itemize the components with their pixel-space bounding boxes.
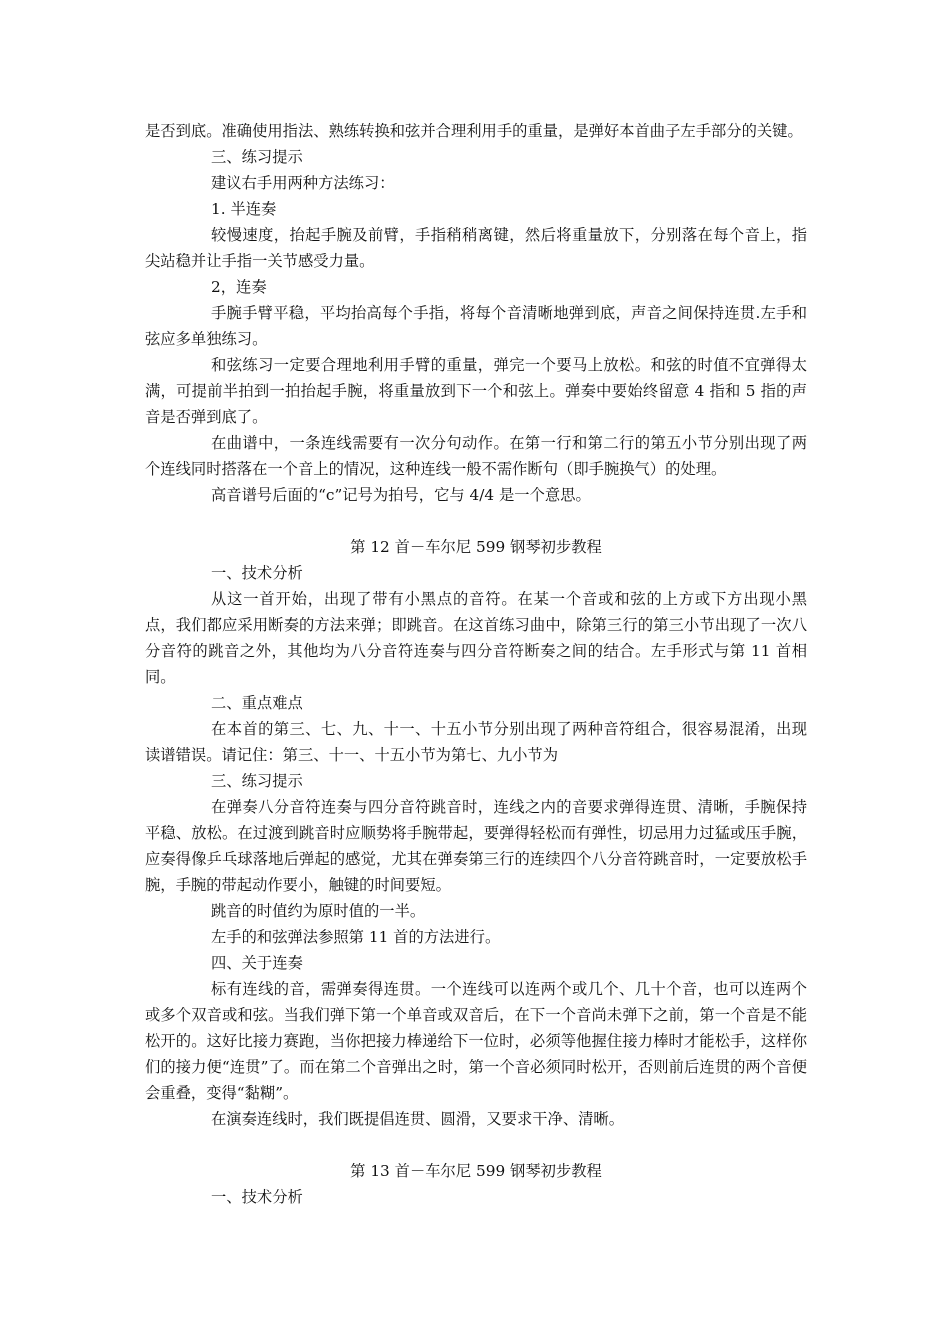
section-spacer — [145, 508, 807, 534]
document-page — [145, 118, 807, 1210]
paragraph: 左手的和弦弹法参照第 11 首的方法进行。 — [211, 928, 501, 946]
section-title: 第 13 首－车尔尼 599 钢琴初步教程 — [350, 1162, 602, 1180]
paragraph: 标有连线的音，需弹奏得连贯。一个连线可以连两个或几个、几十个音，也可以连两个或多个双音或和弦。当我们弹下第一个单音或双音后，在下一个音尚未弹下之前，第一个音是不能松开的。这好比接力赛跑，当你把接力棒递给下一位时，必须等他握住接力棒时才能松手，这样你们的接力便“连贯”了。而在第二个音弹出之时，第一个音必须同时松开，否则前后连贯的两个音便会重叠，变得“黏糊”。 — [145, 980, 807, 1102]
paragraph: 1. 半连奏 — [211, 200, 277, 218]
paragraph: 一、技术分析 — [211, 1188, 303, 1206]
section-spacer — [145, 1132, 807, 1158]
paragraph: 在演奏连线时，我们既提倡连贯、圆滑，又要求干净、清晰。 — [211, 1110, 625, 1128]
paragraph: 在弹奏八分音符连奏与四分音符跳音时，连线之内的音要求弹得连贯、清晰，手腕保持平稳、放松。在过渡到跳音时应顺势将手腕带起，要弹得轻松而有弹性，切忌用力过猛或压手腕，应奏得像乒乓球落地后弹起的感觉，尤其在弹奏第三行的连续四个八分音符跳音时，一定要放松手腕，手腕的带起动作要小，触键的时间要短。 — [145, 798, 807, 894]
paragraph: 跳音的时值约为原时值的一半。 — [211, 902, 426, 920]
paragraph: 三、练习提示 — [211, 772, 303, 790]
paragraph-continuation: 是否到底。准确使用指法、熟练转换和弦并合理利用手的重量，是弹好本首曲子左手部分的关键。 — [145, 122, 803, 140]
paragraph: 高音谱号后面的“c”记号为拍号，它与 4/4 是一个意思。 — [211, 486, 591, 504]
paragraph: 二、重点难点 — [211, 694, 303, 712]
paragraph: 从这一首开始，出现了带有小黑点的音符。在某一个音或和弦的上方或下方出现小黑点，我们都应采用断奏的方法来弹；即跳音。在这首练习曲中，除第三行的第三小节出现了一次八分音符的跳音之外，其他均为八分音符连奏与四分音符断奏之间的结合。左手形式与第 11 首相同。 — [145, 590, 807, 686]
paragraph: 在曲谱中，一条连线需要有一次分句动作。在第一行和第二行的第五小节分别出现了两个连线同时搭落在一个音上的情况，这种连线一般不需作断句（即手腕换气）的处理。 — [145, 434, 807, 478]
paragraph: 在本首的第三、七、九、十一、十五小节分别出现了两种音符组合，很容易混淆，出现读谱错误。请记住：第三、十一、十五小节为第七、九小节为 — [145, 720, 807, 764]
paragraph: 2，连奏 — [211, 278, 267, 296]
section-title: 第 12 首－车尔尼 599 钢琴初步教程 — [350, 538, 602, 556]
paragraph: 较慢速度，抬起手腕及前臂，手指稍稍离键，然后将重量放下，分别落在每个音上，指尖站稳并让手指一关节感受力量。 — [145, 226, 807, 270]
paragraph: 手腕手臂平稳，平均抬高每个手指，将每个音清晰地弹到底，声音之间保持连贯.左手和弦应多单独练习。 — [145, 304, 807, 348]
paragraph: 和弦练习一定要合理地利用手臂的重量，弹完一个要马上放松。和弦的时值不宜弹得太满，可提前半拍到一拍抬起手腕，将重量放到下一个和弦上。弹奏中要始终留意 4 指和 5 指的声音是否弹到底了。 — [145, 356, 807, 426]
paragraph: 四、关于连奏 — [211, 954, 303, 972]
paragraph: 一、技术分析 — [211, 564, 303, 582]
paragraph: 建议右手用两种方法练习： — [211, 174, 395, 192]
paragraph: 三、练习提示 — [211, 148, 303, 166]
